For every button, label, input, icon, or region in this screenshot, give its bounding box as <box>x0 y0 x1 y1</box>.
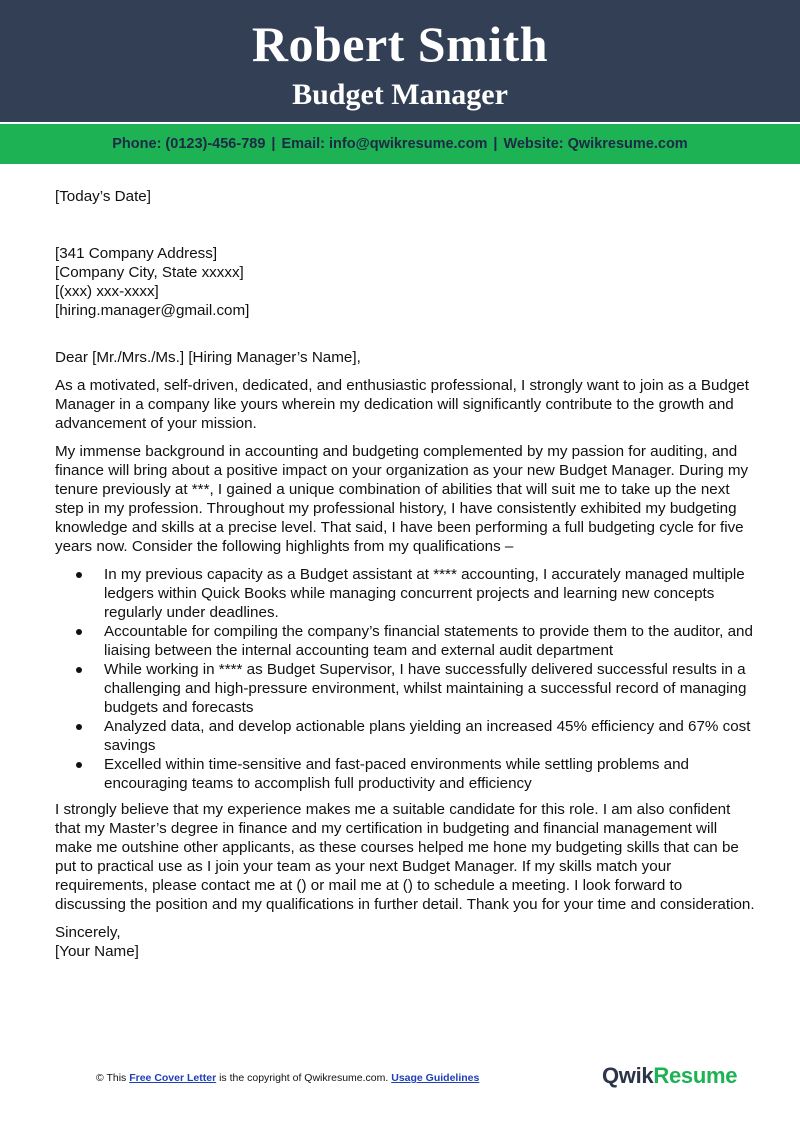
signature: [Your Name] <box>55 943 139 960</box>
list-item <box>55 660 755 717</box>
copyright-footer <box>96 1071 616 1085</box>
letter-header <box>0 0 800 122</box>
signoff: Sincerely, <box>55 924 121 941</box>
usage-guidelines-link[interactable]: Usage Guidelines <box>391 1072 480 1084</box>
letter-date: [Today’s Date] <box>55 188 151 205</box>
list-item-text: Accountable for compiling the company’s financial statements to provide them to the auditor, and liaising between the internal accounting team and external audit department <box>104 623 753 659</box>
list-item-text: While working in **** as Budget Supervisor, I have successfully delivered successful results in a challenging and high-pressure environment, whilst maintaining a successful record of managing budgets and forecasts <box>104 661 747 716</box>
intro-paragraph: As a motivated, self-driven, dedicated, and enthusiastic professional, I strongly want to join as a Budget Manager in a company like yours wherein my dedication will significantly contribute to the growth and advancement of your mission. <box>55 377 749 432</box>
footer-middle: is the copyright of Qwikresume.com. <box>216 1072 392 1084</box>
job-title: Budget Manager <box>292 78 508 111</box>
list-item <box>55 622 755 660</box>
bullet-icon <box>76 572 82 578</box>
bullet-icon <box>76 667 82 673</box>
bullet-icon <box>76 629 82 635</box>
applicant-name: Robert Smith <box>251 16 549 72</box>
phone-text: Phone: (0123)-456-789 <box>112 136 266 152</box>
footer-prefix: © This <box>96 1072 130 1084</box>
logo-part-qwik: Qwik <box>602 1063 654 1088</box>
list-item <box>55 755 755 793</box>
free-cover-letter-link[interactable]: Free Cover Letter <box>129 1072 217 1084</box>
contact-bar <box>0 124 800 164</box>
address-line: [(xxx) xxx-xxxx] <box>55 283 159 300</box>
list-item-text: In my previous capacity as a Budget assistant at **** accounting, I accurately managed multiple ledgers within Quick Books while managing concurrent projects and learning new concepts regularly under deadlines. <box>104 566 745 621</box>
bullet-icon <box>76 762 82 768</box>
letter-body <box>55 187 755 961</box>
salutation: Dear [Mr./Mrs./Ms.] [Hiring Manager’s Name], <box>55 349 361 366</box>
separator: | <box>271 136 276 152</box>
highlights-list <box>55 565 755 793</box>
list-item <box>55 717 755 755</box>
logo-part-resume: Resume <box>653 1063 738 1088</box>
address-line: [Company City, State xxxxx] <box>55 264 244 281</box>
email-text: Email: info@qwikresume.com <box>281 136 488 152</box>
list-item-text: Excelled within time-sensitive and fast-paced environments while settling problems and encouraging teams to accomplish full productivity and efficiency <box>104 756 690 792</box>
body-paragraph: My immense background in accounting and budgeting complemented by my passion for auditing, and finance will bring about a positive impact on your organization as your new Budget Manager. During my tenure previously at ***, I gained a unique combination of abilities that will suit me to take up the next step in my profession. Throughout my professional history, I have consistently exhibited my budgeting knowledge and skills at a precise level. That said, I have been performing a full budgeting cycle for five years now. Consider the following highlights from my qualifications – <box>55 443 749 555</box>
list-item-text: Analyzed data, and develop actionable plans yielding an increased 45% efficiency and 67% cost savings <box>104 718 751 754</box>
recipient-address <box>55 244 755 320</box>
address-line: [341 Company Address] <box>55 245 218 262</box>
website-text: Website: Qwikresume.com <box>503 136 688 152</box>
separator: | <box>493 136 498 152</box>
closing-paragraph: I strongly believe that my experience makes me a suitable candidate for this role. I am also confident that my Master’s degree in finance and my certification in budgeting and financial management will make me outshine other applicants, as these courses helped me hone my budgeting skills that can be put to practical use as I join your team as your next Budget Manager. If my skills match your requirements, please contact me at () or mail me at () to schedule a meeting. I look forward to discussing the position and my qualifications in further detail. Thank you for your time and consideration. <box>55 801 755 913</box>
list-item <box>55 565 755 622</box>
address-line: [hiring.manager@gmail.com] <box>55 302 250 319</box>
qwikresume-logo <box>602 1062 737 1090</box>
bullet-icon <box>76 724 82 730</box>
